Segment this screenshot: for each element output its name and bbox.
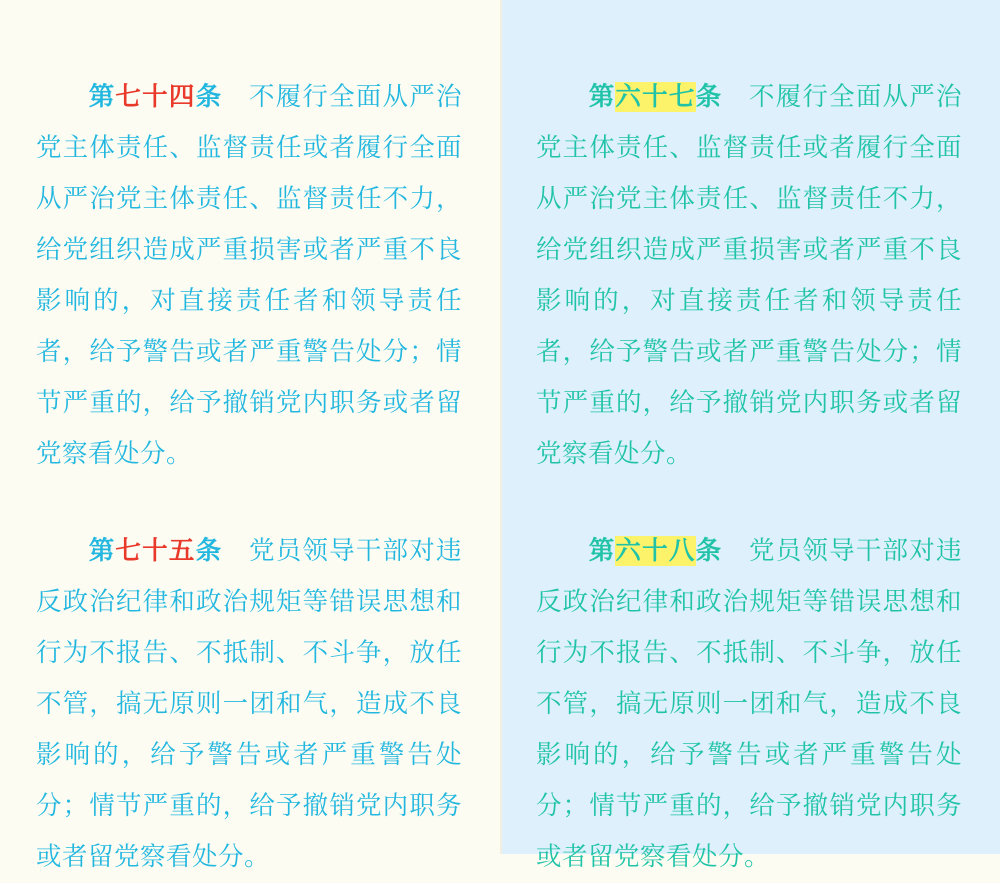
article-left-2: [36, 526, 462, 883]
article-paragraph: [36, 72, 462, 480]
article-label-prefix: 第: [588, 536, 616, 565]
article-number-highlighted: 六十七: [615, 82, 696, 111]
article-label-prefix: 第: [88, 536, 116, 565]
article-left-1: [36, 72, 462, 480]
article-text: 不履行全面从严治党主体责任、监督责任或者履行全面从严治党主体责任、监督责任不力，给党组织造成严重损害或者严重不良影响的，对直接责任者和领导责任者，给予警告或者严重警告处分；情节严重的，给予撤销党内职务或者留党察看处分。: [536, 82, 962, 468]
article-number: 七十四: [115, 82, 196, 111]
article-label-suffix: 条: [695, 82, 723, 111]
column-divider: [500, 0, 502, 854]
article-label-suffix: 条: [195, 82, 223, 111]
article-right-2: [536, 526, 962, 883]
article-label-prefix: 第: [88, 82, 116, 111]
article-paragraph: [536, 72, 962, 480]
article-label-suffix: 条: [195, 536, 223, 565]
article-number: 七十五: [115, 536, 196, 565]
left-column: [0, 0, 500, 871]
article-label-suffix: 条: [695, 536, 723, 565]
article-right-1: [536, 72, 962, 480]
article-label-prefix: 第: [588, 82, 616, 111]
article-paragraph: [536, 526, 962, 883]
article-paragraph: [36, 526, 462, 883]
article-text: 党员领导干部对违反政治纪律和政治规矩等错误思想和行为不报告、不抵制、不斗争，放任不管，搞无原则一团和气，造成不良影响的，给予警告或者严重警告处分；情节严重的，给予撤销党内职务或者留党察看处分。: [536, 536, 962, 871]
article-text: 不履行全面从严治党主体责任、监督责任或者履行全面从严治党主体责任、监督责任不力，给党组织造成严重损害或者严重不良影响的，对直接责任者和领导责任者，给予警告或者严重警告处分；情节严重的，给予撤销党内职务或者留党察看处分。: [36, 82, 462, 468]
article-number-highlighted: 六十八: [615, 536, 696, 565]
article-text: 党员领导干部对违反政治纪律和政治规矩等错误思想和行为不报告、不抵制、不斗争，放任不管，搞无原则一团和气，造成不良影响的，给予警告或者严重警告处分；情节严重的，给予撤销党内职务或者留党察看处分。: [36, 536, 462, 871]
right-column: [500, 0, 1000, 871]
